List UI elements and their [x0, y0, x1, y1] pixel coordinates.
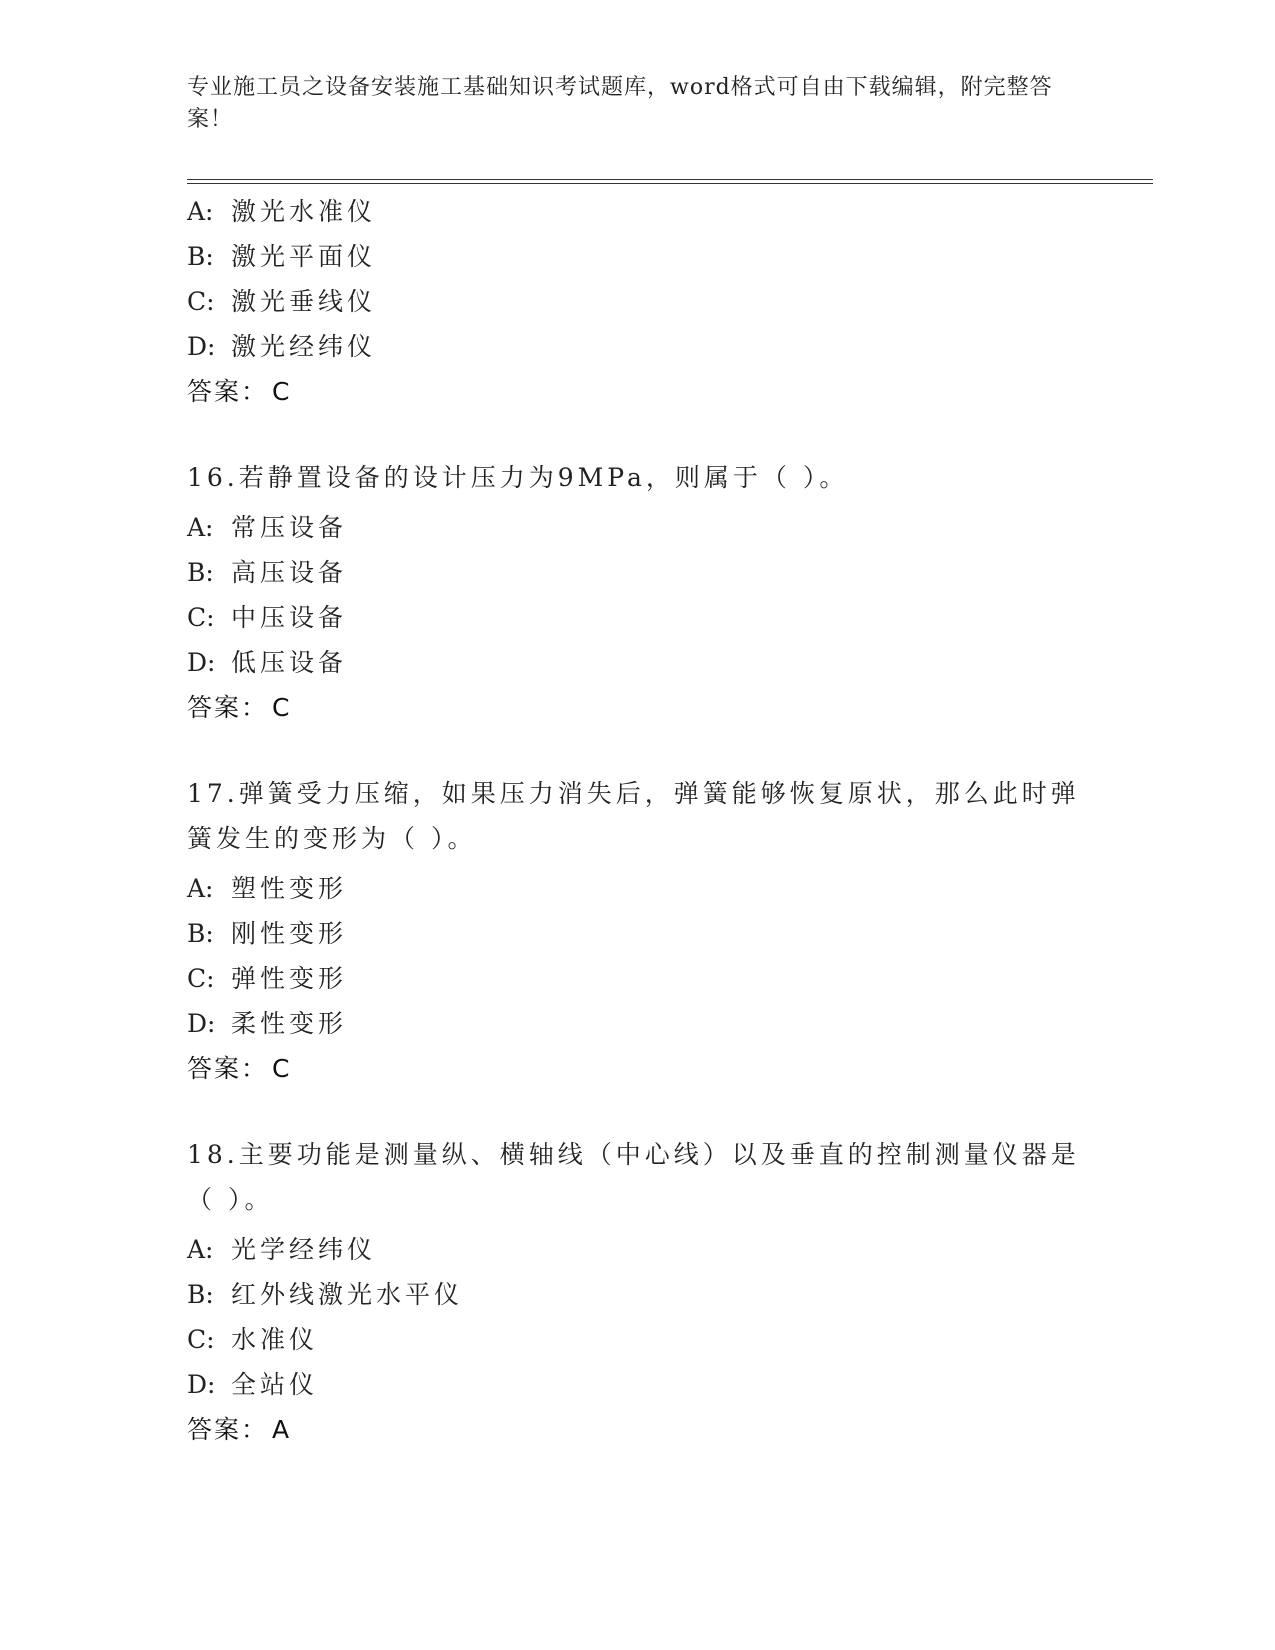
q16-question: 16.若静置设备的设计压力为9MPa，则属于（ ）。: [187, 463, 849, 492]
q15-answer: 答案： C: [187, 377, 290, 406]
q16-option-b: B: 高压设备: [187, 558, 348, 587]
q18-option-d: D: 全站仪: [187, 1370, 319, 1399]
q16-option-a: A: 常压设备: [187, 513, 348, 542]
q16-option-c: C: 中压设备: [187, 603, 348, 632]
q17-option-d: D: 柔性变形: [187, 1009, 348, 1038]
q17-option-c: C: 弹性变形: [187, 964, 348, 993]
q18-answer: 答案： A: [187, 1415, 290, 1444]
header-rule-top: [187, 179, 1153, 180]
document-header: 专业施工员之设备安装施工基础知识考试题库，word格式可自由下载编辑，附完整答案！: [187, 75, 1053, 132]
q18-option-a: A: 光学经纬仪: [187, 1235, 377, 1264]
q18-option-c: C: 水准仪: [187, 1325, 319, 1354]
q17-option-b: B: 刚性变形: [187, 919, 348, 948]
q15-option-d: D: 激光经纬仪: [187, 332, 377, 361]
q17-option-a: A: 塑性变形: [187, 874, 348, 903]
q15-option-a: A: 激光水准仪: [187, 197, 377, 226]
q15-option-c: C: 激光垂线仪: [187, 287, 377, 316]
header-rule-bottom: [187, 183, 1153, 184]
q15-option-b: B: 激光平面仪: [187, 242, 377, 271]
q16-answer: 答案： C: [187, 693, 290, 722]
q16-option-d: D: 低压设备: [187, 648, 348, 677]
q17-question: 17.弹簧受力压缩，如果压力消失后，弹簧能够恢复原状，那么此时弹簧发生的变形为（ ）。: [187, 779, 1080, 853]
q18-question: 18.主要功能是测量纵、横轴线（中心线）以及垂直的控制测量仪器是（ ）。: [187, 1140, 1080, 1214]
q17-answer: 答案： C: [187, 1054, 290, 1083]
q18-option-b: B: 红外线激光水平仪: [187, 1280, 464, 1309]
